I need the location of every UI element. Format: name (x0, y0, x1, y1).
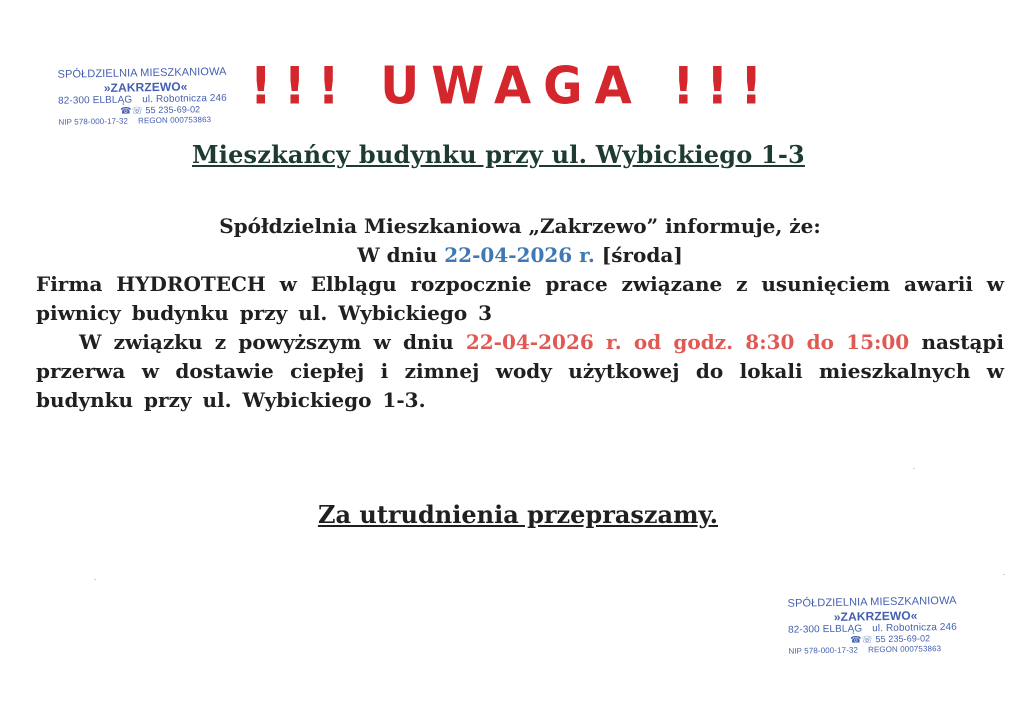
stamp-regon: REGON 000753863 (137, 115, 212, 126)
notice-intro: Spółdzielnia Mieszkaniowa „Zakrzewo” informuje, że: (219, 214, 821, 238)
stamp-ids (788, 644, 988, 655)
scan-speck (913, 468, 915, 469)
outage-date-time: 22-04-2026 r. od godz. 8:30 do 15:00 (465, 330, 910, 354)
paragraph-2-prefix: W związku z powyższym w dniu (79, 330, 466, 354)
stamp-coop-name: »ZAKRZEWO« (103, 79, 188, 95)
date-suffix: [środa] (594, 243, 683, 267)
stamp-postal-city: 82-300 ELBLĄG (57, 94, 133, 107)
subtitle: Mieszkańcy budynku przy ul. Wybickiego 1-3 (192, 140, 805, 169)
stamp-coop-name: »ZAKRZEWO« (833, 608, 918, 624)
date-highlight: 22-04-2026 r. (444, 243, 595, 267)
notice-paragraph-2 (36, 328, 1004, 415)
date-prefix: W dniu (357, 243, 445, 267)
stamp-street: ul. Robotnicza 246 (142, 92, 227, 106)
stamp-ids (58, 115, 258, 126)
apology-footer: Za utrudnienia przepraszamy. (317, 500, 719, 529)
stamp-postal-city: 82-300 ELBLĄG (787, 623, 863, 636)
stamp-bottom (788, 595, 989, 655)
stamp-org-name: SPÓŁDZIELNIA MIESZKANIOWA (57, 65, 227, 81)
paragraph-2-suffix: nastąpi przerwa w dostawie ciepłej i zimnej wody użytkowej do lokali mieszkalnych w budynku przy ul. Wybickiego 1-3. (36, 330, 1004, 412)
notice-content (36, 212, 1004, 415)
stamp-phone: ☎☏ 55 235-69-02 (850, 633, 931, 645)
stamp-regon: REGON 000753863 (867, 644, 942, 655)
stamp-nip: NIP 578-000-17-32 (788, 645, 859, 656)
notice-date-line (36, 241, 1004, 270)
stamp-nip: NIP 578-000-17-32 (58, 116, 129, 127)
stamp-street: ul. Robotnicza 246 (872, 621, 957, 635)
scan-speck (1003, 574, 1005, 575)
scan-speck (94, 579, 96, 580)
notice-paragraph-1: Firma HYDROTECH w Elblągu rozpocznie prace związane z usunięciem awarii w piwnicy budynku przy ul. Wybickiego 3 (36, 272, 1004, 325)
stamp-phone: ☎☏ 55 235-69-02 (120, 104, 201, 116)
warning-title: !!! UWAGA !!! (249, 55, 775, 117)
stamp-org-name: SPÓŁDZIELNIA MIESZKANIOWA (787, 594, 957, 610)
